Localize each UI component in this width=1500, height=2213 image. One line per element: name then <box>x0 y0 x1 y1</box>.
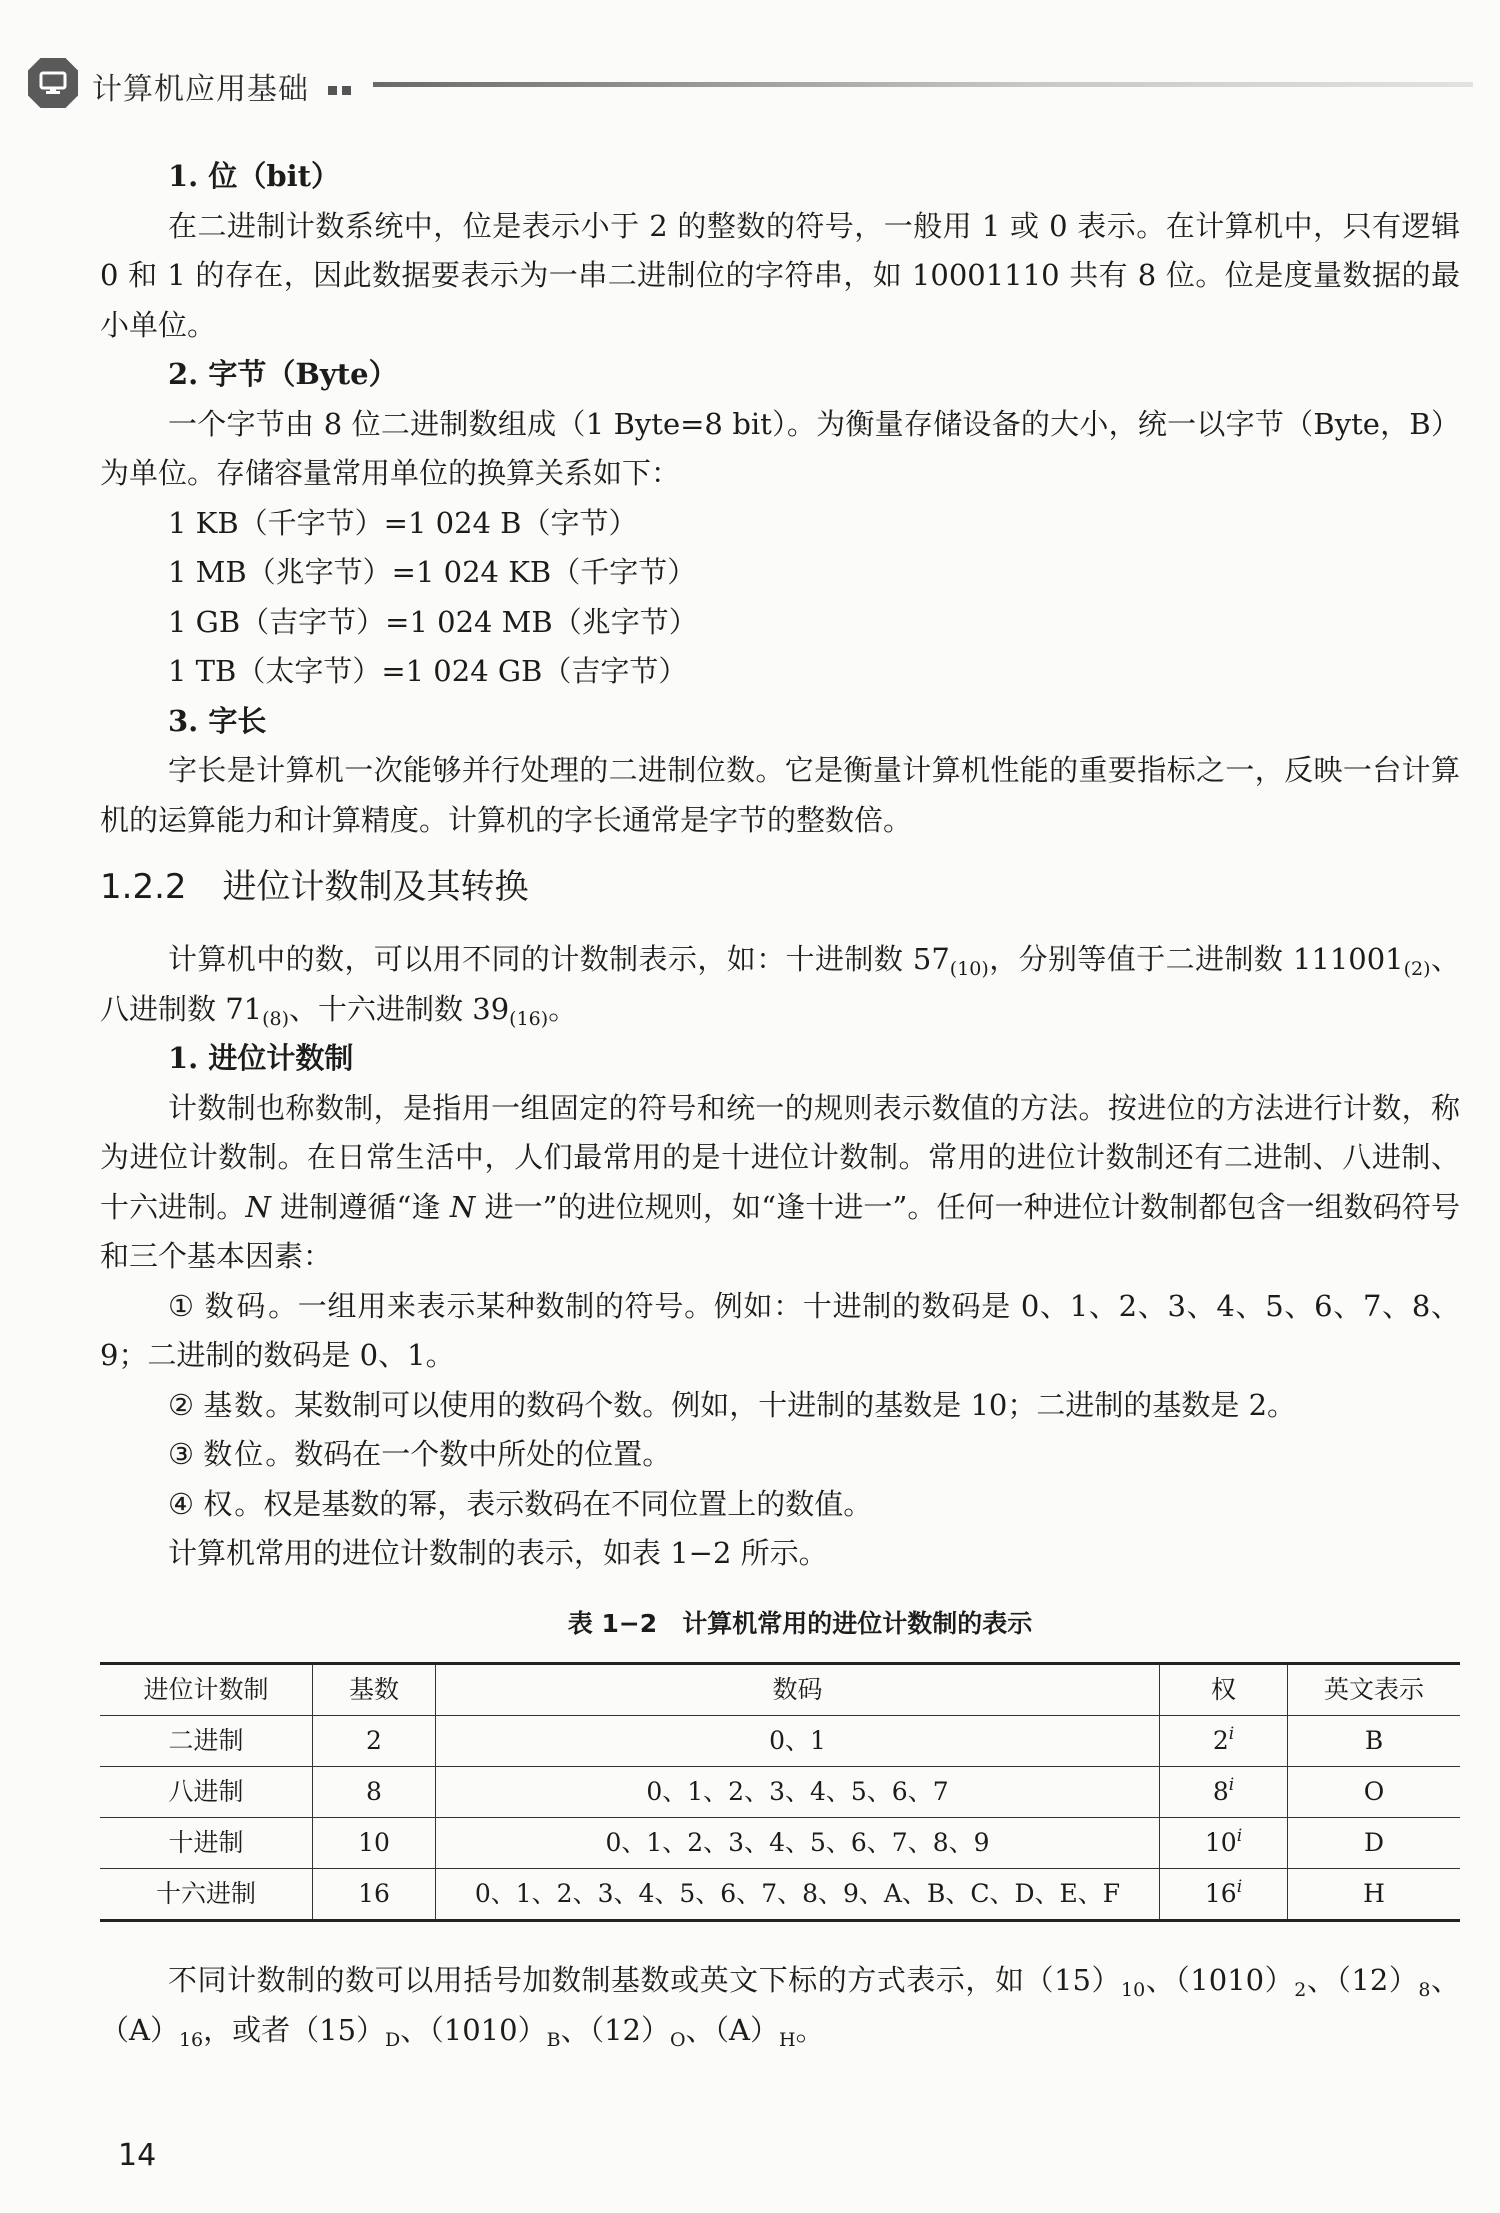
cell-base: 16 <box>313 1869 436 1921</box>
cell-abbr: D <box>1288 1818 1461 1869</box>
paragraph-byte: 一个字节由 8 位二进制数组成（1 Byte=8 bit）。为衡量存储设备的大小，统一以字节（Byte，B）为单位。存储容量常用单位的换算关系如下： <box>100 406 1460 490</box>
table-row <box>100 1869 1460 1921</box>
running-header <box>28 58 1478 110</box>
heading-positional: 1. 进位计数制 <box>168 1041 354 1075</box>
cell-base: 10 <box>313 1818 436 1869</box>
cell-base: 2 <box>313 1716 436 1767</box>
page-number: 14 <box>118 2138 157 2173</box>
computer-monitor-icon <box>28 58 78 108</box>
header-dots <box>328 80 356 99</box>
table-header-row <box>100 1664 1460 1716</box>
unit-mb: 1 MB（兆字节）=1 024 KB（千字节） <box>168 555 697 589</box>
cell-digits: 0、1、2、3、4、5、6、7 <box>436 1767 1160 1818</box>
heading-bit: 1. 位（bit） <box>168 159 341 193</box>
unit-gb: 1 GB（吉字节）=1 024 MB（兆字节） <box>168 604 698 639</box>
section-heading <box>100 861 1460 913</box>
page-content <box>100 152 1460 2055</box>
paragraph-notation: 不同计数制的数可以用括号加数制基数或英文下标的方式表示，如$(15)_{10}$、$(1010)_2$、$(12)_8$、$(A)_{16}$，或者$(15)_D$、$(1010)_B$、$(12)_O$、$(A)_H$。 <box>100 1963 1460 2051</box>
cell-name: 十进制 <box>100 1818 313 1869</box>
number-systems-table <box>100 1662 1460 1922</box>
paragraph-bit: 在二进制计数系统中，位是表示小于 2 的整数的符号，一般用 1 或 0 表示。在计算机中，只有逻辑 0 和 1 的存在，因此数据要表示为一串二进制位的字符串，如 10001110 共有 8 位。位是度量数据的最小单位。 <box>100 208 1460 342</box>
cell-digits: 0、1、2、3、4、5、6、7、8、9 <box>436 1818 1160 1869</box>
cell-digits: 0、1 <box>436 1716 1160 1767</box>
cell-abbr: H <box>1288 1869 1461 1921</box>
factor-digits: ① 数码。一组用来表示某种数制的符号。例如：十进制的数码是 0、1、2、3、4、5、6、7、8、9；二进制的数码是 0、1。 <box>100 1288 1461 1372</box>
table-row <box>100 1767 1460 1818</box>
unit-tb: 1 TB（太字节）=1 024 GB（吉字节） <box>168 654 688 688</box>
cell-weight: 10$^i$ <box>1160 1818 1288 1869</box>
cell-weight: 8$^i$ <box>1160 1767 1288 1818</box>
paragraph-intro: 计算机中的数，可以用不同的计数制表示，如：十进制数 $57_{(10)}$，分别等值于二进制数 $111001_{(2)}$、八进制数 $71_{(8)}$、十六进制数 $39_{(16)}$。 <box>100 942 1460 1030</box>
table-caption: 表 1−2 计算机常用的进位计数制的表示 <box>567 1608 1033 1638</box>
header-cell: 进位计数制 <box>100 1664 313 1716</box>
book-title: 计算机应用基础 <box>92 72 309 107</box>
unit-kb: 1 KB（千字节）=1 024 B（字节） <box>168 505 638 540</box>
cell-weight: 2$^i$ <box>1160 1716 1288 1767</box>
cell-abbr: O <box>1288 1767 1461 1818</box>
section-number: 1.2.2 <box>100 867 187 907</box>
header-cell: 基数 <box>313 1664 436 1716</box>
header-rule <box>373 82 1473 87</box>
table-row <box>100 1716 1460 1767</box>
section-title: 进位计数制及其转换 <box>222 867 529 907</box>
factor-position: ③ 数位。数码在一个数中所处的位置。 <box>168 1437 672 1471</box>
factor-base: ② 基数。某数制可以使用的数码个数。例如，十进制的基数是 10；二进制的基数是 2。 <box>168 1387 1297 1422</box>
heading-byte: 2. 字节（Byte） <box>168 357 398 391</box>
header-cell: 权 <box>1160 1664 1288 1716</box>
table-row <box>100 1818 1460 1869</box>
cell-name: 二进制 <box>100 1716 313 1767</box>
heading-word-length: 3. 字长 <box>168 703 267 738</box>
header-cell: 数码 <box>436 1664 1160 1716</box>
cell-name: 十六进制 <box>100 1869 313 1921</box>
cell-weight: 16$^i$ <box>1160 1869 1288 1921</box>
paragraph-table-intro: 计算机常用的进位计数制的表示，如表 1−2 所示。 <box>168 1536 828 1570</box>
cell-digits: 0、1、2、3、4、5、6、7、8、9、A、B、C、D、E、F <box>436 1869 1160 1921</box>
paragraph-positional: 计数制也称数制，是指用一组固定的符号和统一的规则表示数值的方法。按进位的方法进行计数，称为进位计数制。在日常生活中，人们最常用的是十进位计数制。常用的进位计数制还有二进制、八进制、十六进制。N 进制遵循“逢 N 进一”的进位规则，如“逢十进一”。任何一种进位计数制都包含一组数码符号和三个基本因素： <box>100 1090 1460 1273</box>
cell-abbr: B <box>1288 1716 1461 1767</box>
header-cell: 英文表示 <box>1288 1664 1461 1716</box>
factor-weight: ④ 权。权是基数的幂，表示数码在不同位置上的数值。 <box>168 1486 873 1521</box>
paragraph-word-length: 字长是计算机一次能够并行处理的二进制位数。它是衡量计算机性能的重要指标之一，反映一台计算机的运算能力和计算精度。计算机的字长通常是字节的整数倍。 <box>100 753 1460 837</box>
cell-base: 8 <box>313 1767 436 1818</box>
cell-name: 八进制 <box>100 1767 313 1818</box>
